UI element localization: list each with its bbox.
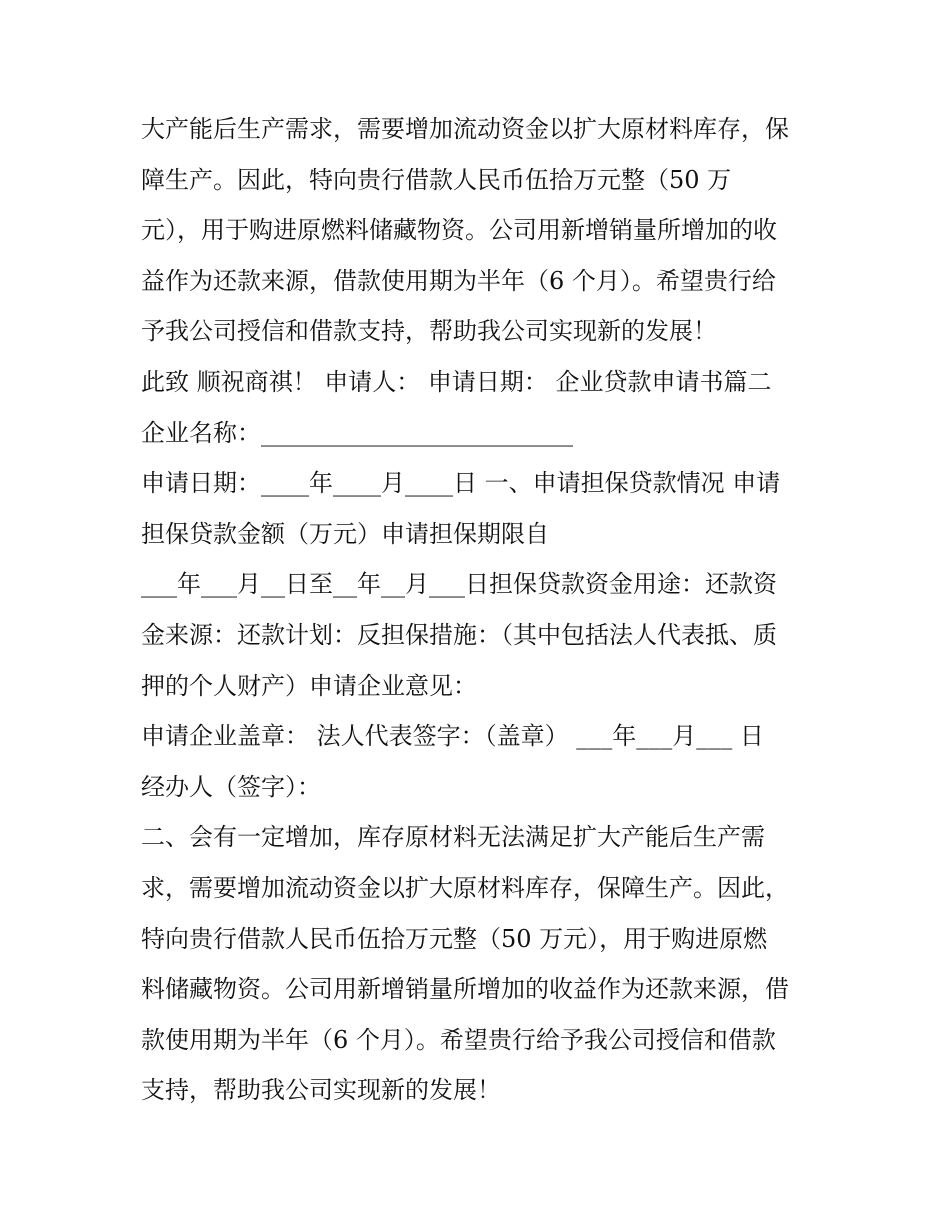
company-name-line: 企业名称：__________________________ (141, 418, 573, 447)
body-line-1: 大产能后生产需求，需要增加流动资金以扩大原材料库存，保 (141, 115, 789, 143)
body-line-19: 款使用期为半年（6 个月）。希望贵行给予我公司授信和借款 (141, 1025, 776, 1054)
signature-line: 申请企业盖章： 法人代表签字：（盖章） ___年___月___ 日 (141, 722, 764, 751)
handler-line: 经办人（签字）： (141, 772, 321, 801)
opinion-line: 押的个人财产）申请企业意见： (141, 671, 477, 700)
body-line-15: 二、会有一定增加，库存原材料无法满足扩大产能后生产需 (141, 823, 765, 852)
application-date-line: 申请日期：____年____月____日 一、申请担保贷款情况 申请 (141, 469, 781, 498)
body-line-3: 元），用于购进原燃料储藏物资。公司用新增销量所增加的收 (141, 216, 777, 245)
body-line-18: 料储藏物资。公司用新增销量所增加的收益作为还款来源，借 (141, 975, 789, 1004)
repayment-line: 金来源：还款计划：反担保措施：（其中包括法人代表抵、质 (141, 620, 777, 649)
body-line-20: 支持，帮助我公司实现新的发展！ (141, 1076, 501, 1105)
loan-amount-line: 担保贷款金额（万元）申请担保期限自 (141, 519, 549, 548)
guarantee-period-line: ___年___月__日至__年__月___日担保贷款资金用途：还款资 (141, 570, 777, 599)
body-line-2: 障生产。因此，特向贵行借款人民币伍拾万元整（50 万 (141, 165, 732, 194)
body-line-16: 求，需要增加流动资金以扩大原材料库存，保障生产。因此， (141, 873, 789, 902)
document-body (141, 104, 821, 1116)
body-line-5: 予我公司授信和借款支持，帮助我公司实现新的发展！ (141, 317, 717, 346)
body-line-6: 此致 顺祝商祺！ 申请人： 申请日期： 企业贷款申请书篇二 (141, 367, 772, 396)
body-line-17: 特向贵行借款人民币伍拾万元整（50 万元），用于购进原燃 (141, 924, 768, 953)
body-line-4: 益作为还款来源，借款使用期为半年（6 个月）。希望贵行给 (141, 266, 776, 295)
